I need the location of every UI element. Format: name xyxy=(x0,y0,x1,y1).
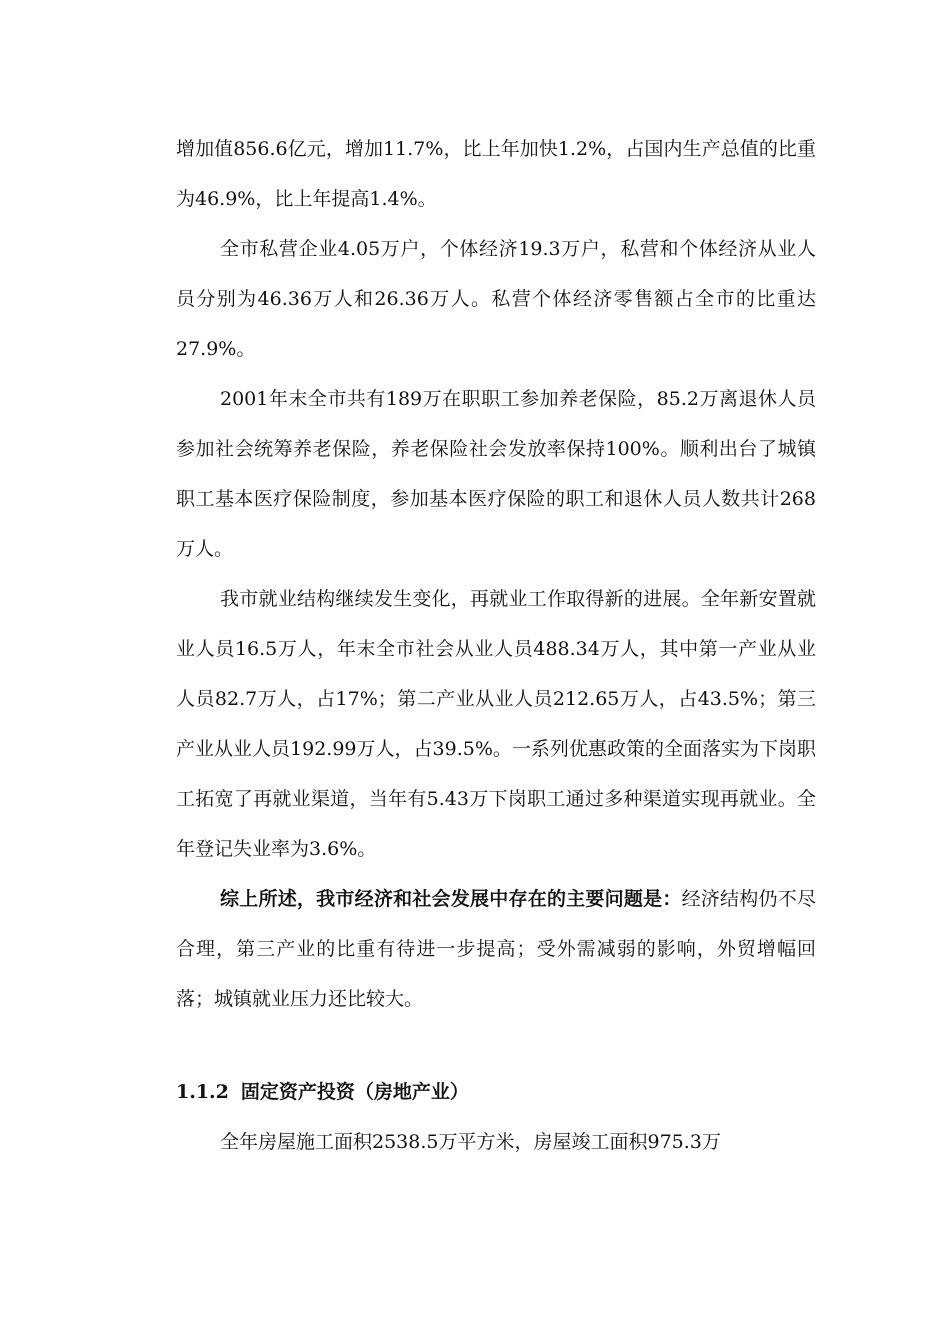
section-heading xyxy=(176,1067,816,1117)
document-body xyxy=(176,124,816,1167)
summary-text: 经济结构仍不尽合理，第三产业的比重有待进一步提高；受外需减弱的影响，外贸增幅回落；城镇就业压力还比较大。 xyxy=(176,888,816,1010)
paragraph-summary xyxy=(176,874,816,1024)
paragraph-employment: 我市就业结构继续发生变化，再就业工作取得新的进展。全年新安置就业人员16.5万人，年末全市社会从业人员488.34万人，其中第一产业从业人员82.7万人，占17%；第二产业从业人员212.65万人，占43.5%；第三产业从业人员192.99万人，占39.5%。一系列优惠政策的全面落实为下岗职工拓宽了再就业渠道，当年有5.43万下岗职工通过多种渠道实现再就业。全年登记失业率为3.6%。 xyxy=(176,588,816,860)
paragraph-private-enterprises: 全市私营企业4.05万户，个体经济19.3万户，私营和个体经济从业人员分别为46.36万人和26.36万人。私营个体经济零售额占全市的比重达27.9%。 xyxy=(176,238,816,360)
section-title: 固定资产投资（房地产业） xyxy=(240,1081,469,1103)
paragraph-pension-insurance: 2001年末全市共有189万在职职工参加养老保险，85.2万离退休人员参加社会统筹养老保险，养老保险社会发放率保持100%。顺利出台了城镇职工基本医疗保险制度，参加基本医疗保险的职工和退休人员人数共计268万人。 xyxy=(176,388,816,560)
paragraph-housing-area: 全年房屋施工面积2538.5万平方米，房屋竣工面积975.3万 xyxy=(220,1131,721,1153)
paragraph-continued: 增加值856.6亿元，增加11.7%，比上年加快1.2%，占国内生产总值的比重为46.9%，比上年提高1.4%。 xyxy=(176,138,816,210)
section-number: 1.1.2 xyxy=(176,1081,229,1103)
summary-lead: 综上所述，我市经济和社会发展中存在的主要问题是： xyxy=(220,888,682,910)
